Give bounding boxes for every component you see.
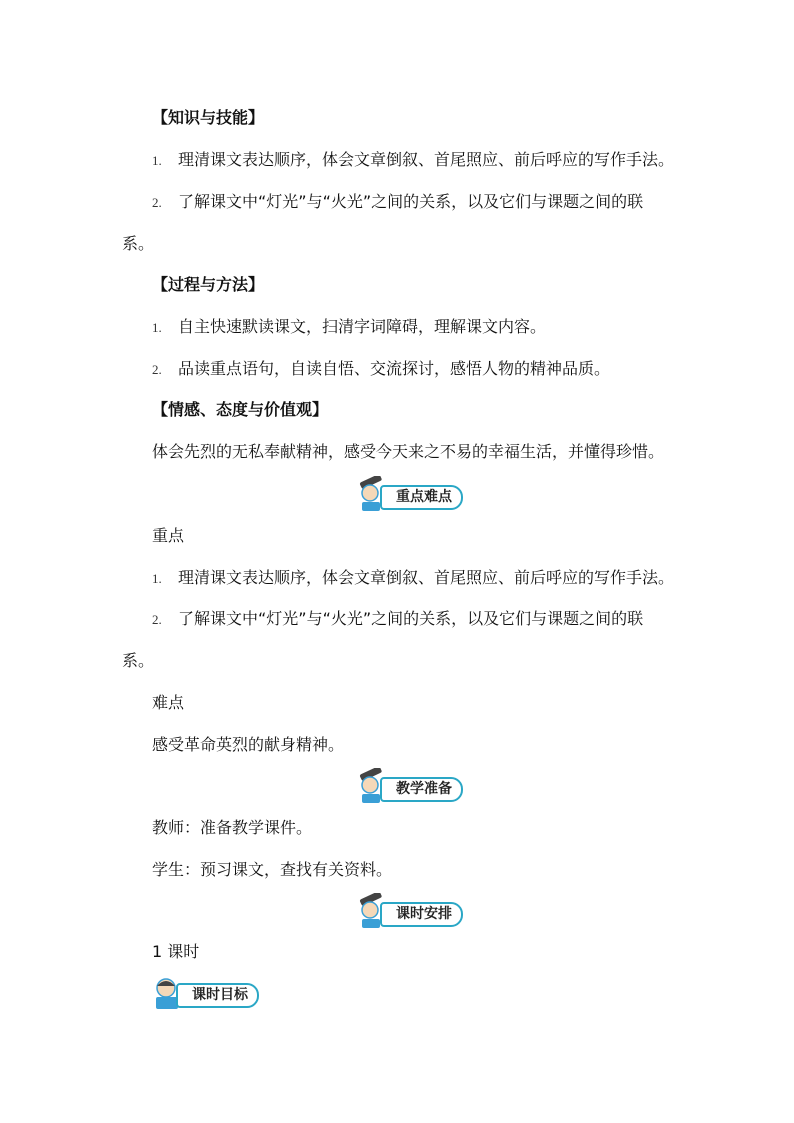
- focus-label: 重点: [152, 526, 185, 545]
- focus-item-1: [152, 568, 712, 589]
- goals-badge: [150, 980, 260, 1010]
- item-text: 自主快速默读课文，扫清字词障碍，理解课文内容。: [178, 317, 547, 336]
- item-number: 1.: [152, 571, 162, 586]
- item-number: 2.: [152, 195, 162, 210]
- item-number: 2.: [152, 362, 162, 377]
- schedule-badge: [354, 899, 474, 929]
- emotion-text: 体会先烈的无私奉献精神，感受今天来之不易的幸福生活，并懂得珍惜。: [152, 442, 665, 461]
- process-heading: 【过程与方法】: [152, 275, 265, 294]
- schedule-text: 1 课时: [152, 942, 200, 961]
- process-item-1: [152, 317, 712, 338]
- knowledge-heading: 【知识与技能】: [152, 108, 265, 127]
- item-text: 理清课文表达顺序，体会文章倒叙、首尾照应、前后呼应的写作手法。: [178, 150, 675, 169]
- knowledge-item-2: [152, 192, 712, 213]
- item-text: 品读重点语句，自读自悟、交流探讨，感悟人物的精神品质。: [178, 359, 611, 378]
- item-number: 1.: [152, 153, 162, 168]
- item-text: 了解课文中“灯光”与“火光”之间的关系，以及它们与课题之间的联: [178, 609, 644, 628]
- focus-item-2: [152, 609, 712, 630]
- student-preparation: 学生：预习课文，查找有关资料。: [152, 860, 393, 879]
- badge-label: 课时目标: [176, 983, 259, 1008]
- difficulty-text: 感受革命英烈的献身精神。: [152, 735, 345, 754]
- item-text: 理清课文表达顺序，体会文章倒叙、首尾照应、前后呼应的写作手法。: [178, 568, 675, 587]
- process-item-2: [152, 359, 712, 380]
- difficulty-label: 难点: [152, 693, 185, 712]
- badge-label: 课时安排: [380, 902, 463, 927]
- item-number: 1.: [152, 320, 162, 335]
- preparation-badge: [354, 774, 474, 804]
- knowledge-item-2-continuation: 系。: [122, 234, 155, 253]
- item-text: 了解课文中“灯光”与“火光”之间的关系，以及它们与课题之间的联: [178, 192, 644, 211]
- knowledge-item-1: [152, 150, 712, 171]
- teacher-preparation: 教师：准备教学课件。: [152, 818, 313, 837]
- emotion-heading: 【情感、态度与价值观】: [152, 400, 329, 419]
- key-points-badge: [354, 482, 474, 512]
- badge-label: 教学准备: [380, 777, 463, 802]
- item-number: 2.: [152, 612, 162, 627]
- focus-item-2-continuation: 系。: [122, 651, 155, 670]
- badge-label: 重点难点: [380, 485, 463, 510]
